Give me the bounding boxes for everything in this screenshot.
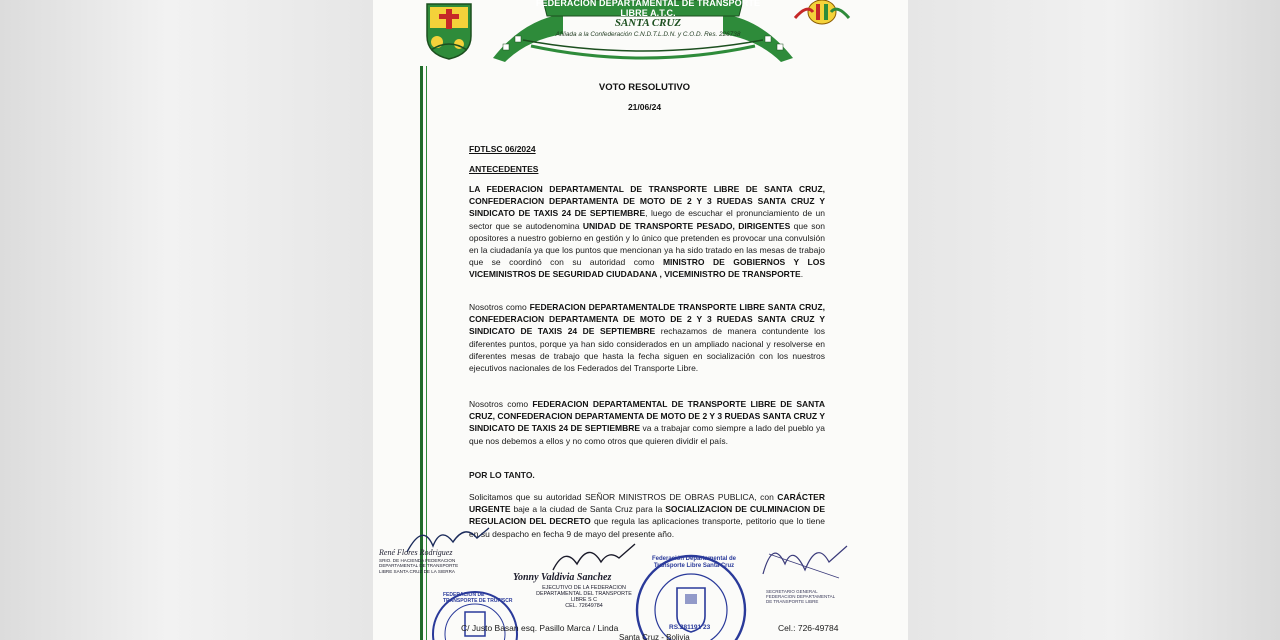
left-signatory-role: SRIO. DE HACIENDA FEDERACION DEPARTAMENTAL DE TRANSPORTE LIBRE SANTA CRUZ DE LA SIERRA <box>379 558 459 574</box>
document-page <box>373 0 908 640</box>
paragraph-antecedentes <box>469 183 825 281</box>
text-run: Nosotros como <box>469 302 530 312</box>
footer-city: Santa Cruz - Bolivia <box>619 633 690 640</box>
middle-signatory-cel: CEL. 72649784 <box>565 603 603 609</box>
middle-signatory-name: Yonny Valdivia Sanchez <box>513 572 612 583</box>
center-stamp-text: Federación Departamental de Transporte Libre Santa Cruz <box>651 556 737 569</box>
org-city: SANTA CRUZ <box>614 17 682 29</box>
section-heading: ANTECEDENTES <box>469 164 539 174</box>
left-stamp-text: FEDERACION DE TRANSPORTE DE TRUFISCR <box>443 592 513 604</box>
middle-signature-scribble-icon <box>549 540 639 576</box>
org-title: FEDERACION DEPARTAMENTAL DE TRANSPORTE LIBRE A.T.C. <box>535 0 761 18</box>
left-signatory-name: René Flores Rodriguez <box>379 548 453 557</box>
paragraph-por-lo-tanto: POR LO TANTO. <box>469 470 535 480</box>
middle-signatory-role <box>529 585 639 609</box>
right-signatory-role: SECRETARIO GENERAL FEDERACION DEPARTAMENTAL DE TRANSPORTE LIBRE <box>766 589 836 604</box>
text-run: MINISTRO DE GOBIERNOS Y LOS VICEMINISTROS DE SEGURIDAD CIUDADANA , VICEMINISTRO DE TRANSPORTE <box>469 257 825 280</box>
footer-address: C/ Justo Basan esq. Pasillo Marca / Linda <box>461 623 619 633</box>
middle-signatory-title: EJECUTIVO DE LA FEDERACION DEPARTAMENTAL DEL TRANSPORTE LIBRE S C <box>536 585 632 603</box>
text-run: FEDERACION DEPARTAMENTAL DE TRANSPORTE LIBRE DE SANTA CRUZ, CONFEDERACION DEPARTAMENTA DE MOTO DE 2 Y 3 RUEDAS SANTA CRUZ Y SINDICATO DE TAXIS 24 DE SEPTIEMBRE <box>469 399 825 434</box>
text-run: UNIDAD DE TRANSPORTE PESADO, DIRIGENTES <box>582 220 791 231</box>
org-affiliation: Afiliada a la Confederación C.N.D.T.L.D.N. y C.O.D. Res. 226738 <box>555 31 741 38</box>
paragraph-compromiso <box>469 398 825 447</box>
background-blur-left <box>0 0 373 640</box>
text-run: baje a la ciudad de Santa Cruz para la <box>510 504 666 515</box>
document-date: 21/06/24 <box>627 102 662 112</box>
bolivia-coat-of-arms-icon <box>791 0 853 30</box>
text-run: CARÁCTER URGENTE <box>469 492 825 515</box>
paragraph-solicitud <box>469 491 825 540</box>
right-signature-scribble-icon <box>759 534 849 584</box>
document-reference: FDTLSC 06/2024 <box>469 144 536 154</box>
department-shield-icon <box>425 2 473 60</box>
paragraph-rechazo <box>469 301 825 374</box>
text-run: Solicitamos que su autoridad SEÑOR MINISTROS DE OBRAS PUBLICA, con <box>469 492 778 502</box>
text-run: Nosotros como <box>469 399 533 409</box>
text-run: . <box>800 269 804 280</box>
text-run: SOCIALIZACION DE CULMINACION DE REGULACION DEL DECRETO <box>469 504 825 527</box>
text-run: que son opositores a nuestro gobierno en gestión y lo único que pretenden es provocar una convulsión en la ciudadanía ya que los puntos que mencionan ya ha sido tratado en las mesas de trabajo que se coordinó con su autoridad como <box>469 220 825 268</box>
text-run: rechazamos de manera contundente los diferentes puntos, porque ya han sido considerados en un ampliado nacional y resolverse en diferentes mesas de trabajo que hasta la fecha siguen en socialización con los nuestros ejecutivos nacionales de los Federados del Transporte Libre. <box>469 326 825 374</box>
text-run: que regula las aplicaciones transporte, petitorio que lo tiene en su despacho en fecha 9 de mayo del presente año. <box>469 516 825 539</box>
center-stamp-res: RS.281191 23 <box>669 624 711 631</box>
text-run: va a trabajar como siempre a lado del pueblo ya que nos debemos a ellos y no como otros que quieren dividir el país. <box>469 423 825 446</box>
footer-phone: Cel.: 726-49784 <box>778 623 839 633</box>
text-run: , luego de escuchar el pronunciamiento de un sector que se autodenomina <box>469 208 825 231</box>
text-run: LA FEDERACION DEPARTAMENTAL DE TRANSPORTE LIBRE DE SANTA CRUZ, CONFEDERACION DEPARTAMENTA DE MOTO DE 2 Y 3 RUEDAS SANTA CRUZ Y SINDICATO DE TAXIS 24 DE SEPTIEMBRE <box>469 184 825 219</box>
background-blur-right <box>908 0 1280 640</box>
document-title: VOTO RESOLUTIVO <box>598 82 691 93</box>
text-run: FEDERACION DEPARTAMENTALDE TRANSPORTE LIBRE SANTA CRUZ, CONFEDERACION DEPARTAMENTA DE MOTO DE 2 Y 3 RUEDAS SANTA CRUZ Y SINDICATO DE TAXIS 24 DE SEPTIEMBRE <box>469 302 825 337</box>
